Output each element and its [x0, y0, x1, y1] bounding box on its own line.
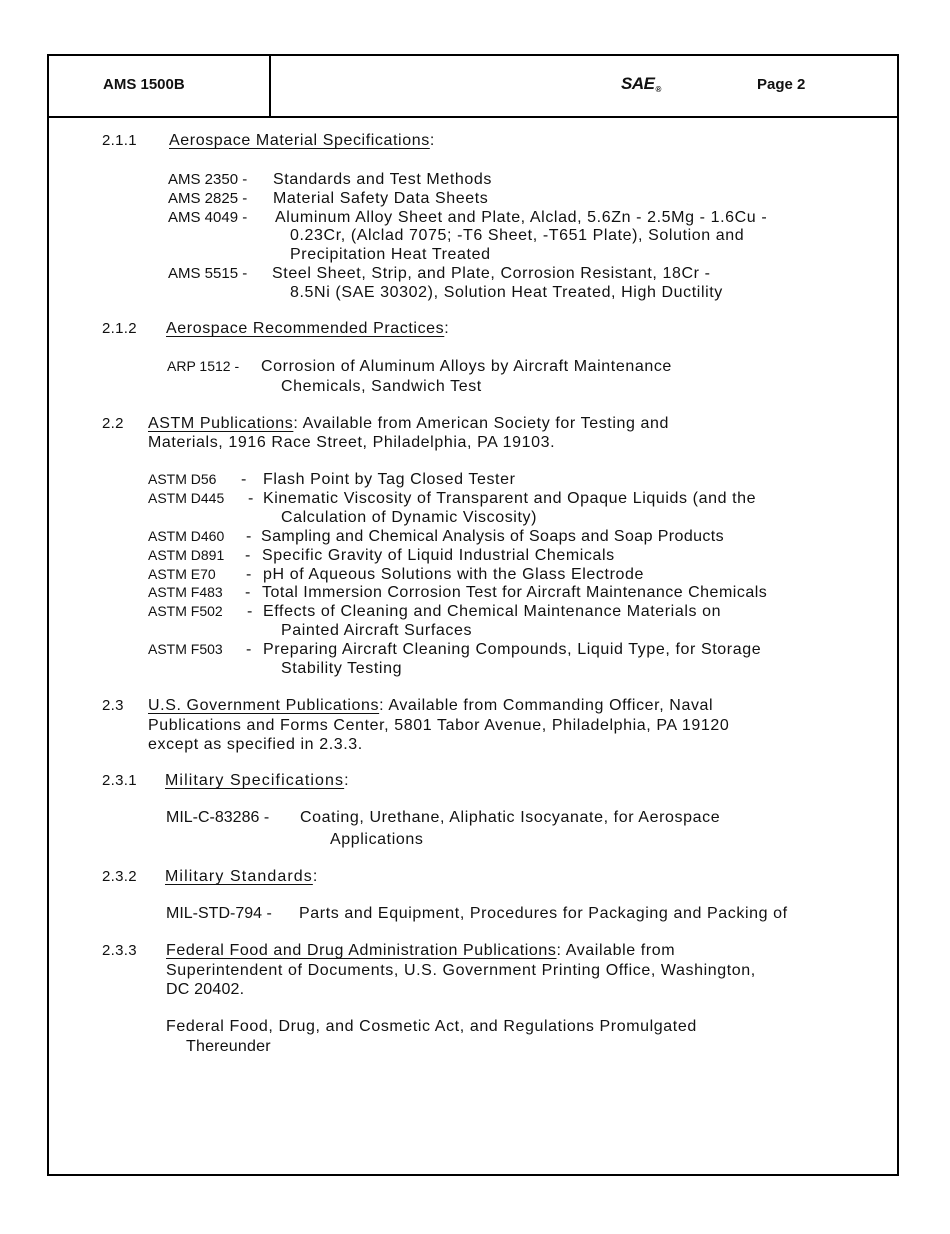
spec-title: Preparing Aircraft Cleaning Compounds, Liquid Type, for Storage: [263, 641, 762, 658]
document-id: AMS 1500B: [103, 76, 185, 93]
page-header: [49, 56, 897, 118]
spec-dash: -: [248, 490, 254, 507]
section-intro-cont: except as specified in 2.3.3.: [148, 736, 363, 753]
spec-title: Total Immersion Corrosion Test for Aircraft Maintenance Chemicals: [262, 584, 768, 601]
spec-title-cont: Calculation of Dynamic Viscosity): [281, 509, 538, 526]
section-number: 2.1.2: [102, 320, 137, 337]
sae-logo-reg: ®: [655, 85, 661, 94]
section-title-text: Aerospace Recommended Practices: [166, 320, 445, 337]
section-intro: [148, 696, 713, 715]
section-title-text: Military Specifications: [165, 772, 345, 789]
spec-title-cont: Applications: [330, 831, 424, 848]
reference-text: Federal Food, Drug, and Cosmetic Act, and Regulations Promulgated: [166, 1018, 697, 1035]
spec-title-cont: Stability Testing: [281, 660, 403, 677]
spec-code: AMS 4049 -: [168, 209, 248, 226]
spec-code: MIL-STD-794 -: [166, 905, 272, 922]
spec-title-cont: Chemicals, Sandwich Test: [281, 378, 482, 395]
section-intro-cont: Publications and Forms Center, 5801 Tabor Avenue, Philadelphia, PA 19120: [148, 717, 730, 734]
spec-dash: -: [246, 641, 252, 658]
spec-code: AMS 2825 -: [168, 190, 248, 207]
spec-dash: -: [246, 528, 252, 545]
section-title-colon: :: [429, 132, 435, 149]
section-number: 2.1.1: [102, 132, 137, 149]
section-number: 2.3: [102, 697, 124, 714]
section-title-colon: :: [312, 868, 319, 885]
spec-title: Flash Point by Tag Closed Tester: [263, 471, 516, 488]
section-title-text: ASTM Publications: [148, 415, 294, 432]
section-title: [166, 319, 449, 338]
spec-code: ASTM D445: [148, 490, 225, 506]
sae-logo: [621, 74, 661, 94]
section-intro: [148, 414, 669, 433]
section-title-colon: :: [344, 772, 350, 789]
spec-title-cont: Painted Aircraft Surfaces: [281, 622, 473, 639]
section-title-text: Federal Food and Drug Administration Publications: [166, 942, 557, 959]
spec-title: Corrosion of Aluminum Alloys by Aircraft Maintenance: [261, 358, 672, 375]
sae-logo-text: SAE: [621, 74, 655, 93]
section-intro: [166, 941, 675, 960]
spec-title: Standards and Test Methods: [273, 171, 492, 188]
spec-code: ASTM D460: [148, 528, 225, 544]
spec-dash: -: [241, 471, 247, 488]
section-title-text: Aerospace Material Specifications: [169, 132, 430, 149]
section-title-text: U.S. Government Publications: [148, 697, 380, 714]
section-intro-text: : Available from American Society for Testing and: [293, 415, 670, 432]
section-intro-cont: Materials, 1916 Race Street, Philadelphia, PA 19103.: [148, 434, 556, 451]
section-title: [165, 867, 318, 886]
section-number: 2.3.3: [102, 942, 137, 959]
spec-title: Effects of Cleaning and Chemical Maintenance Materials on: [263, 603, 722, 620]
spec-title: Aluminum Alloy Sheet and Plate, Alclad, 5.6Zn - 2.5Mg - 1.6Cu -: [275, 209, 768, 226]
spec-code: ASTM F503: [148, 641, 223, 657]
spec-dash: -: [246, 566, 252, 583]
spec-code: ASTM E70: [148, 566, 216, 582]
section-number: 2.3.2: [102, 868, 137, 885]
spec-code: ASTM D891: [148, 547, 225, 563]
section-number: 2.2: [102, 415, 124, 432]
section-title: [169, 131, 435, 150]
section-intro-cont: Superintendent of Documents, U.S. Government Printing Office, Washington,: [166, 962, 756, 979]
spec-code: ASTM F502: [148, 603, 223, 619]
reference-text-cont: Thereunder: [186, 1038, 271, 1055]
spec-dash: -: [245, 584, 251, 601]
spec-title: Steel Sheet, Strip, and Plate, Corrosion Resistant, 18Cr -: [272, 265, 711, 282]
header-divider: [269, 56, 271, 116]
spec-title: pH of Aqueous Solutions with the Glass Electrode: [263, 566, 645, 583]
section-intro-text: : Available from Commanding Officer, Naval: [379, 697, 714, 714]
spec-title: Specific Gravity of Liquid Industrial Chemicals: [262, 547, 615, 564]
spec-code: ARP 1512 -: [167, 358, 240, 374]
spec-title: Sampling and Chemical Analysis of Soaps and Soap Products: [261, 528, 725, 545]
spec-title: Kinematic Viscosity of Transparent and Opaque Liquids (and the: [263, 490, 757, 507]
section-title-text: Military Standards: [165, 868, 313, 885]
section-title-colon: :: [444, 320, 450, 337]
spec-code: MIL-C-83286 -: [166, 809, 270, 826]
spec-title-cont: Precipitation Heat Treated: [290, 246, 491, 263]
spec-title-cont: 8.5Ni (SAE 30302), Solution Heat Treated, High Ductility: [290, 284, 723, 301]
spec-dash: -: [245, 547, 251, 564]
spec-title: Parts and Equipment, Procedures for Packaging and Packing of: [299, 905, 788, 922]
spec-title-cont: 0.23Cr, (Alclad 7075; -T6 Sheet, -T651 Plate), Solution and: [290, 227, 745, 244]
section-number: 2.3.1: [102, 772, 137, 789]
page-number: Page 2: [757, 76, 806, 93]
spec-dash: -: [247, 603, 253, 620]
section-title: [165, 771, 350, 790]
spec-code: AMS 5515 -: [168, 265, 248, 282]
section-intro-cont: DC 20402.: [166, 981, 245, 998]
spec-title: Coating, Urethane, Aliphatic Isocyanate, for Aerospace: [300, 809, 721, 826]
spec-title: Material Safety Data Sheets: [273, 190, 489, 207]
spec-code: AMS 2350 -: [168, 171, 248, 188]
spec-code: ASTM F483: [148, 584, 223, 600]
section-intro-text: : Available from: [556, 942, 676, 959]
spec-code: ASTM D56: [148, 471, 217, 487]
